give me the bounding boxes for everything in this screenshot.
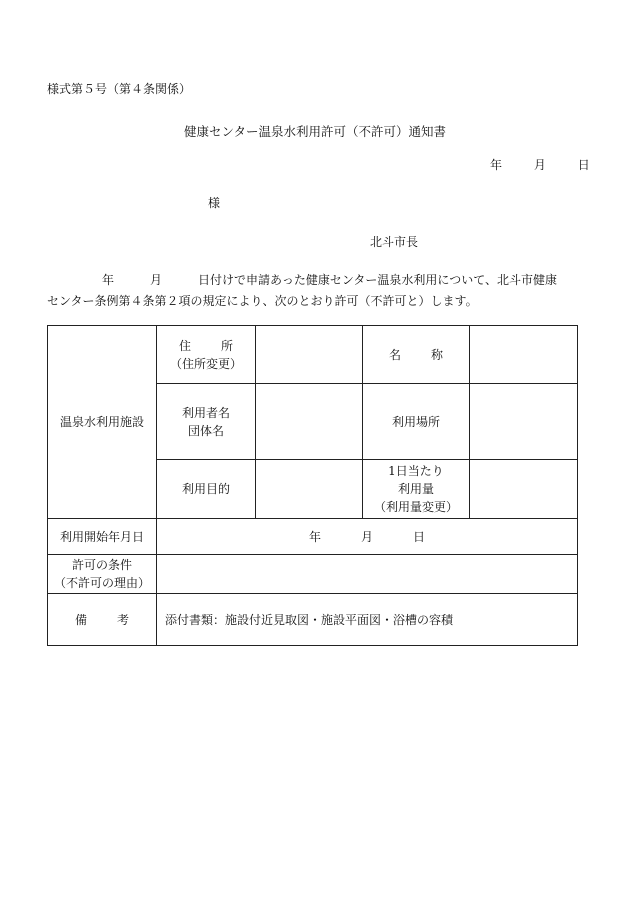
remarks-label-cell: 備 考	[48, 594, 157, 646]
name-label-cell: 名 称	[363, 326, 470, 384]
issue-month: 月	[533, 158, 546, 172]
body-line1-rest: 日付けで申請あった健康センター温泉水利用について、北斗市健康	[198, 273, 557, 287]
address-change-label: （住所変更）	[169, 356, 242, 371]
purpose-value-cell[interactable]	[256, 460, 363, 519]
remarks-value-cell: 添付書類：施設付近見取図・施設平面図・浴槽の容積	[157, 594, 578, 646]
notice-line-1	[47, 270, 582, 291]
issue-date	[490, 156, 590, 173]
condition-value-cell[interactable]	[157, 555, 578, 594]
condition-label-cell: 許可の条件 （不許可の理由）	[48, 555, 157, 594]
place-label-cell: 利用場所	[363, 384, 470, 460]
name-value-cell[interactable]	[470, 326, 578, 384]
facility-label-cell: 温泉水利用施設	[48, 326, 157, 519]
user-name-label-cell: 利用者名 団体名	[157, 384, 256, 460]
form-number: 様式第５号（第４条関係）	[47, 82, 192, 96]
document-title: 健康センター温泉水利用許可（不許可）通知書	[183, 124, 446, 139]
issue-day: 日	[577, 158, 590, 172]
start-date-value-cell[interactable]: 年 月 日	[157, 519, 578, 555]
notice-body	[47, 270, 582, 312]
address-value-cell[interactable]	[256, 326, 363, 384]
body-year: 年	[102, 273, 115, 287]
addressee: 様	[208, 196, 221, 210]
user-name-value-cell[interactable]	[256, 384, 363, 460]
address-label-cell: 住 所 （住所変更）	[157, 326, 256, 384]
notice-line-2: センター条例第４条第２項の規定により、次のとおり許可（不許可と）します。	[47, 294, 478, 308]
purpose-label-cell: 利用目的	[157, 460, 256, 519]
issuer: 北斗市長	[370, 235, 419, 249]
body-month: 月	[150, 273, 163, 287]
start-date-label-cell: 利用開始年月日	[48, 519, 157, 555]
daily-amount-label-cell: 1日当たり 利用量 （利用量変更）	[363, 460, 470, 519]
permit-table	[47, 325, 578, 646]
daily-amount-value-cell[interactable]	[470, 460, 578, 519]
place-value-cell[interactable]	[470, 384, 578, 460]
issue-year: 年	[490, 158, 503, 172]
